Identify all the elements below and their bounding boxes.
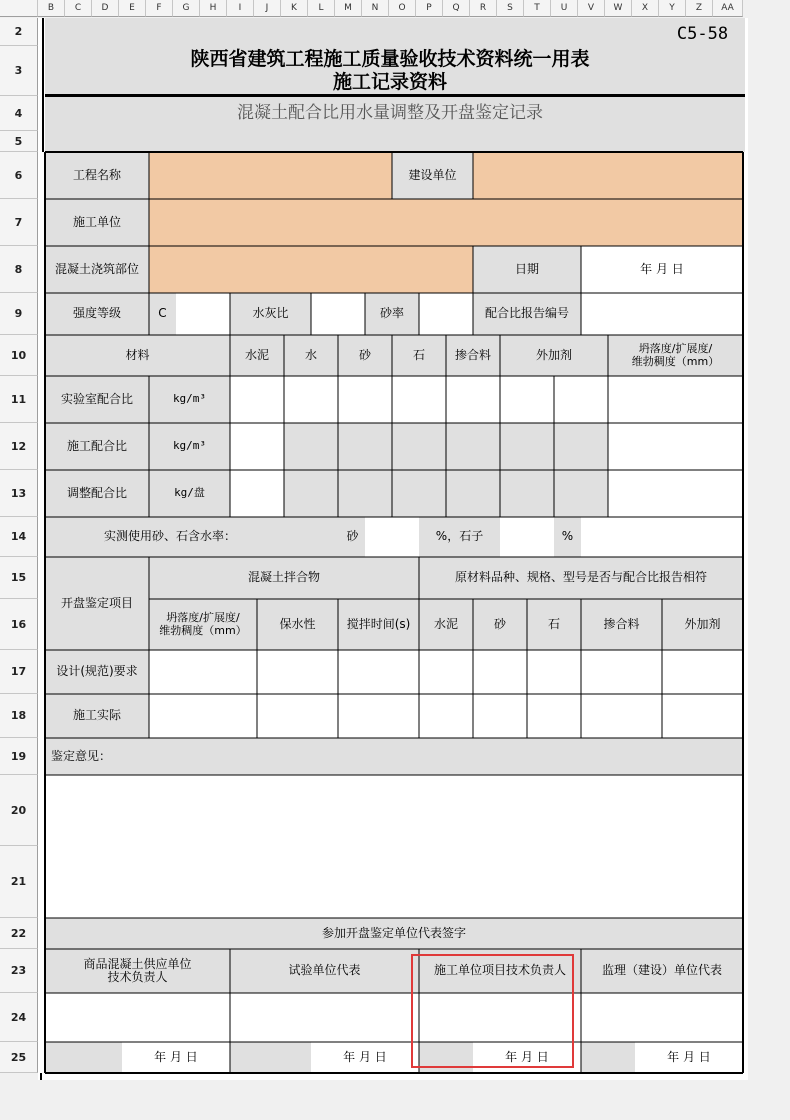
column-header[interactable]: U [551, 0, 578, 17]
moisture-stone-label: %，石子 [419, 517, 500, 557]
row-header[interactable]: 10 [0, 335, 38, 376]
column-header[interactable]: V [578, 0, 605, 17]
row-header[interactable]: 14 [0, 517, 38, 557]
lab-mix-label: 实验室配合比 [45, 376, 149, 423]
water-retention-header: 保水性 [257, 599, 338, 650]
actual-label: 施工实际 [45, 694, 149, 738]
mixing-time-header: 搅拌时间(s) [338, 599, 419, 650]
supplier-rep-label: 商品混凝土供应单位 技术负责人 [45, 949, 230, 993]
sand-ratio-label: 砂率 [365, 293, 419, 335]
column-header[interactable]: G [173, 0, 200, 17]
sand-header: 砂 [338, 335, 392, 376]
column-header[interactable]: M [335, 0, 362, 17]
pour-location-label: 混凝土浇筑部位 [45, 246, 149, 293]
column-header[interactable]: K [281, 0, 308, 17]
construction-unit-label: 施工单位 [45, 199, 149, 246]
mineral-admixture-header: 掺合料 [446, 335, 500, 376]
row-header[interactable]: 24 [0, 993, 38, 1042]
opening-items-label: 开盘鉴定项目 [45, 557, 149, 650]
slump-subheader: 坍落度/扩展度/ 维勃稠度（mm） [149, 599, 257, 650]
adjusted-mix-label: 调整配合比 [45, 470, 149, 517]
admixture-header: 外加剂 [500, 335, 608, 376]
column-header[interactable]: B [38, 0, 65, 17]
row-header[interactable]: 6 [0, 152, 38, 199]
strength-grade-label: 强度等级 [45, 293, 149, 335]
owner-label: 建设单位 [392, 152, 473, 199]
supervisor-rep-label: 监理（建设）单位代表 [581, 949, 743, 993]
strength-grade-prefix: C [149, 293, 176, 335]
contractor-date[interactable]: 年 月 日 [473, 1042, 581, 1073]
row-header[interactable]: 17 [0, 650, 38, 694]
column-header[interactable]: W [605, 0, 632, 17]
stone-header: 石 [392, 335, 446, 376]
sand-subheader: 砂 [473, 599, 527, 650]
column-header[interactable]: E [119, 0, 146, 17]
row-header[interactable]: 7 [0, 199, 38, 246]
column-header[interactable]: AA [713, 0, 743, 17]
contractor-rep-label: 施工单位项目技术负责人 [419, 949, 581, 993]
form-subtitle: 混凝土配合比用水量调整及开盘鉴定记录 [237, 102, 543, 123]
project-name-label: 工程名称 [45, 152, 149, 199]
design-requirement-label: 设计(规范)要求 [45, 650, 149, 694]
water-header: 水 [284, 335, 338, 376]
supervisor-date[interactable]: 年 月 日 [635, 1042, 743, 1073]
lab-mix-unit: kg/m³ [149, 376, 230, 423]
row-header[interactable]: 13 [0, 470, 38, 517]
row-header[interactable]: 21 [0, 846, 38, 918]
materials-label: 材料 [45, 335, 230, 376]
row-header[interactable]: 2 [0, 18, 38, 46]
wc-ratio-label: 水灰比 [230, 293, 311, 335]
row-header[interactable]: 9 [0, 293, 38, 335]
moisture-sand-label: 砂 [346, 529, 359, 544]
date-input[interactable]: 年 月 日 [581, 246, 743, 293]
column-header[interactable]: J [254, 0, 281, 17]
mineral-admixture-subheader: 掺合料 [581, 599, 662, 650]
row-header[interactable]: 18 [0, 694, 38, 738]
site-mix-label: 施工配合比 [45, 423, 149, 470]
date-label: 日期 [473, 246, 581, 293]
mix-report-no-label: 配合比报告编号 [473, 293, 581, 335]
column-header[interactable]: P [416, 0, 443, 17]
column-header[interactable]: D [92, 0, 119, 17]
cement-header: 水泥 [230, 335, 284, 376]
opinion-label: 鉴定意见： [45, 738, 743, 775]
moisture-label: 实测使用砂、石含水率： [103, 529, 236, 544]
moisture-percent: % [554, 517, 581, 557]
row-header[interactable]: 23 [0, 949, 38, 993]
row-header[interactable]: 16 [0, 599, 38, 650]
row-header[interactable]: 15 [0, 557, 38, 599]
form-title-line1: 陕西省建筑工程施工质量验收技术资料统一用表 [190, 47, 590, 70]
row-header[interactable]: 12 [0, 423, 38, 470]
column-header[interactable]: Y [659, 0, 686, 17]
column-header[interactable]: Q [443, 0, 470, 17]
slump-header: 坍落度/扩展度/ 维勃稠度（mm） [608, 335, 743, 376]
column-header[interactable]: X [632, 0, 659, 17]
column-header[interactable]: S [497, 0, 524, 17]
adjusted-mix-unit: kg/盘 [149, 470, 230, 517]
row-header[interactable]: 8 [0, 246, 38, 293]
row-header[interactable]: 20 [0, 775, 38, 846]
row-header[interactable]: 25 [0, 1042, 38, 1073]
column-header[interactable]: L [308, 0, 335, 17]
column-header[interactable]: O [389, 0, 416, 17]
supplier-date[interactable]: 年 月 日 [122, 1042, 230, 1073]
row-header[interactable]: 19 [0, 738, 38, 775]
row-header[interactable]: 5 [0, 131, 38, 152]
row-header[interactable]: 4 [0, 96, 38, 131]
site-mix-unit: kg/m³ [149, 423, 230, 470]
sign-header: 参加开盘鉴定单位代表签字 [45, 918, 743, 949]
row-header[interactable]: 3 [0, 46, 38, 96]
form-code: C5-58 [676, 23, 729, 44]
admixture-subheader: 外加剂 [662, 599, 743, 650]
column-header[interactable]: I [227, 0, 254, 17]
test-rep-label: 试验单位代表 [230, 949, 419, 993]
column-header[interactable]: Z [686, 0, 713, 17]
row-header[interactable]: 22 [0, 918, 38, 949]
column-header[interactable]: T [524, 0, 551, 17]
row-header[interactable]: 11 [0, 376, 38, 423]
column-header[interactable]: H [200, 0, 227, 17]
column-header[interactable]: F [146, 0, 173, 17]
stone-subheader: 石 [527, 599, 581, 650]
column-header[interactable]: R [470, 0, 497, 17]
column-header[interactable]: N [362, 0, 389, 17]
column-header[interactable]: C [65, 0, 92, 17]
mixture-header: 混凝土拌合物 [149, 557, 419, 599]
raw-material-match-header: 原材料品种、规格、型号是否与配合比报告相符 [419, 557, 743, 599]
cement-subheader: 水泥 [419, 599, 473, 650]
form-title-line2: 施工记录资料 [332, 70, 447, 93]
test-date[interactable]: 年 月 日 [311, 1042, 419, 1073]
